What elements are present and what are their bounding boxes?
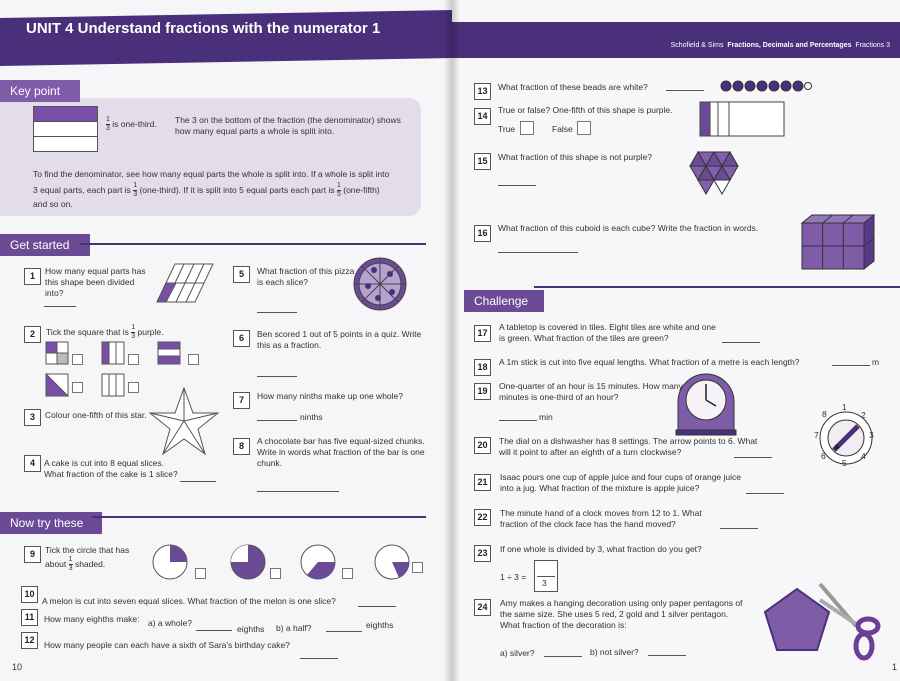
section-rule bbox=[92, 516, 426, 518]
q9-checkbox[interactable] bbox=[270, 568, 281, 579]
star-shape[interactable] bbox=[148, 386, 220, 456]
q6-text: Ben scored 1 out of 5 points in a quiz. Write this as a fraction. bbox=[257, 329, 422, 350]
q21-answer-line[interactable] bbox=[746, 493, 784, 494]
fraction-one-third: $\frac{1}{3}$ bbox=[68, 556, 73, 572]
pizza-icon bbox=[352, 256, 408, 312]
scissors-icon bbox=[816, 580, 886, 664]
q15-text: What fraction of this shape is not purple? bbox=[498, 152, 653, 162]
one-third-rectangle bbox=[33, 106, 98, 152]
question-number: 16 bbox=[474, 225, 491, 242]
q7-answer-line[interactable] bbox=[257, 420, 297, 421]
question-number: 7 bbox=[233, 392, 250, 409]
q19-unit: min bbox=[539, 412, 553, 422]
triangle-parallelogram-shape bbox=[684, 150, 774, 200]
q19-text: One-quarter of an hour is 15 minutes. How many minutes is one-third of an hour? bbox=[499, 381, 683, 402]
q8-text: A chocolate bar has five equal-sized chunks. Write in words what fraction of the bar is one chunk. bbox=[257, 436, 425, 468]
question-number: 9 bbox=[24, 546, 41, 563]
question-number: 2 bbox=[24, 326, 41, 343]
question-number: 18 bbox=[474, 359, 491, 376]
question-number: 14 bbox=[474, 108, 491, 125]
q11a-label: a) a whole? bbox=[148, 618, 192, 628]
q11a-answer-line[interactable] bbox=[196, 630, 232, 631]
key-point-line3: and so on. bbox=[33, 199, 73, 209]
cuboid-shape bbox=[800, 213, 876, 271]
page-number: 1 bbox=[892, 662, 898, 672]
dial-label: 1 bbox=[842, 402, 847, 412]
q14-false-label: False bbox=[552, 124, 573, 134]
q9-circle-options bbox=[152, 542, 428, 582]
unit-banner bbox=[0, 10, 452, 66]
q14-false-box[interactable] bbox=[577, 121, 591, 135]
question-number: 19 bbox=[474, 383, 491, 400]
q23-fraction-box[interactable]: 3 bbox=[534, 560, 558, 592]
series-banner bbox=[452, 22, 900, 58]
q13-text: What fraction of these beads are white? bbox=[498, 82, 648, 92]
q21-text: Isaac pours one cup of apple juice and four cups of orange juice into a jug. What fraction of the mixture is apple juice? bbox=[500, 472, 741, 493]
q11b-answer-line[interactable] bbox=[326, 631, 362, 632]
q8-answer-line[interactable] bbox=[257, 491, 339, 492]
parallelogram-grid-shape bbox=[155, 262, 215, 304]
question-number: 22 bbox=[474, 509, 491, 526]
q3-text: Colour one-fifth of this star. bbox=[45, 410, 147, 420]
q11b-label: b) a half? bbox=[276, 623, 312, 633]
q22-answer-line[interactable] bbox=[720, 528, 758, 529]
q19-answer-line[interactable] bbox=[499, 420, 537, 421]
key-point-line2: 3 equal parts, each part is $\frac{1}{3}$ (one-third). If it is split into 5 equal parts each part is $\frac{1}{5}$ (one-fifth) bbox=[33, 182, 380, 198]
q18-text: A 1m stick is cut into five equal lengths. What fraction of a metre is each length? bbox=[499, 357, 800, 367]
q16-answer-line[interactable] bbox=[498, 252, 578, 253]
question-number: 20 bbox=[474, 437, 491, 454]
question-number: 12 bbox=[21, 632, 38, 649]
dial-label: 8 bbox=[822, 409, 827, 419]
q1-text: How many equal parts has this shape been divided into? bbox=[45, 266, 146, 298]
dial-label: 4 bbox=[861, 451, 866, 461]
denominator-note: The 3 on the bottom of the fraction (the denominator) shows how many equal parts a whole is split into. bbox=[175, 115, 401, 136]
q12-answer-line[interactable] bbox=[300, 658, 338, 659]
q4-answer-line[interactable] bbox=[180, 481, 216, 482]
q11b-unit: eighths bbox=[366, 620, 394, 630]
q4-text: A cake is cut into 8 equal slices. What fraction of the cake is 1 slice? bbox=[44, 458, 178, 479]
key-point-line1: To find the denominator, see how many equal parts the whole is split into. If a whole is split into bbox=[33, 169, 390, 179]
section-rule bbox=[80, 243, 426, 245]
beads-row bbox=[720, 80, 812, 92]
dial-label: 5 bbox=[842, 458, 847, 468]
q24b-label: b) not silver? bbox=[590, 647, 639, 657]
q16-text: What fraction of this cuboid is each cube? Write the fraction in words. bbox=[498, 223, 759, 233]
q22-text: The minute hand of a clock moves from 12 to 1. What fraction of the clock face has the hand moved? bbox=[500, 508, 702, 529]
q10-answer-line[interactable] bbox=[358, 606, 396, 607]
q9-checkbox[interactable] bbox=[412, 562, 423, 573]
q10-text: A melon is cut into seven equal slices. What fraction of the melon is one slice? bbox=[42, 596, 336, 606]
q5-answer-line[interactable] bbox=[257, 312, 297, 313]
clock-icon bbox=[674, 370, 738, 436]
fraction-one-third: $\frac{1}{3}$ bbox=[133, 182, 138, 198]
now-try-these-header: Now try these bbox=[0, 512, 102, 534]
q9-text: Tick the circle that has about $\frac{1}{3}$ shaded. bbox=[45, 545, 130, 572]
question-number: 11 bbox=[21, 609, 38, 626]
q2-checkbox[interactable] bbox=[188, 354, 199, 365]
q24b-answer-line[interactable] bbox=[648, 655, 686, 656]
question-number: 17 bbox=[474, 325, 491, 342]
q14-text: True or false? One-fifth of this shape is purple. bbox=[498, 105, 673, 115]
dial-label: 6 bbox=[821, 451, 826, 461]
q11a-unit: eighths bbox=[237, 624, 265, 634]
dial-label: 7 bbox=[814, 430, 819, 440]
q23-text: If one whole is divided by 3, what fraction do you get? bbox=[500, 544, 702, 554]
q15-answer-line[interactable] bbox=[498, 185, 536, 186]
question-number: 21 bbox=[474, 474, 491, 491]
right-page bbox=[452, 0, 900, 681]
q13-answer-line[interactable] bbox=[666, 90, 704, 91]
q12-text: How many people can each have a sixth of Sara's birthday cake? bbox=[44, 640, 290, 650]
q9-checkbox[interactable] bbox=[342, 568, 353, 579]
question-number: 13 bbox=[474, 83, 491, 100]
q24a-answer-line[interactable] bbox=[544, 656, 582, 657]
q2-checkbox[interactable] bbox=[128, 354, 139, 365]
fraction-one-third: $\frac{1}{3}$ bbox=[106, 116, 110, 132]
get-started-header: Get started bbox=[0, 234, 90, 256]
q18-answer-line[interactable] bbox=[832, 365, 870, 366]
q11-text: How many eighths make: bbox=[44, 614, 140, 624]
q14-true-box[interactable] bbox=[520, 121, 534, 135]
section-rule bbox=[534, 286, 900, 288]
question-number: 15 bbox=[474, 153, 491, 170]
question-number: 24 bbox=[474, 599, 491, 616]
q5-text: What fraction of this pizza is each slice? bbox=[257, 266, 355, 287]
page-number: 10 bbox=[12, 662, 23, 672]
rectangle-fifths-shape bbox=[699, 101, 785, 137]
q2-checkbox[interactable] bbox=[72, 382, 83, 393]
question-number: 1 bbox=[24, 268, 41, 285]
q20-answer-line[interactable] bbox=[734, 457, 772, 458]
q2-checkbox[interactable] bbox=[72, 354, 83, 365]
q17-answer-line[interactable] bbox=[722, 342, 760, 343]
fraction-one-fifth: $\frac{1}{5}$ bbox=[336, 182, 341, 198]
challenge-header: Challenge bbox=[464, 290, 544, 312]
q2-text: Tick the square that is $\frac{1}{3}$ purple. bbox=[46, 324, 164, 340]
q18-unit: m bbox=[872, 357, 880, 367]
q14-true-label: True bbox=[498, 124, 516, 134]
q24-text: Amy makes a hanging decoration using only paper pentagons of the same size. She uses 5 red, 2 gold and 1 silver pentagon. What fraction of the decoration is: bbox=[500, 598, 743, 630]
question-number: 8 bbox=[233, 438, 250, 455]
question-number: 23 bbox=[474, 545, 491, 562]
dial-label: 2 bbox=[861, 410, 866, 420]
question-number: 5 bbox=[233, 266, 250, 283]
q1-answer-line[interactable] bbox=[44, 306, 76, 307]
question-number: 3 bbox=[24, 409, 41, 426]
q7-unit: ninths bbox=[300, 412, 323, 422]
q20-text: The dial on a dishwasher has 8 settings. The arrow points to 6. What will it point to after an eighth of a turn clockwise? bbox=[499, 436, 758, 457]
q9-checkbox[interactable] bbox=[195, 568, 206, 579]
q6-answer-line[interactable] bbox=[257, 376, 297, 377]
question-number: 6 bbox=[233, 330, 250, 347]
unit-title: UNIT 4 Understand fractions with the numerator 1 bbox=[26, 20, 381, 37]
dial-label: 3 bbox=[869, 430, 874, 440]
key-point-header: Key point bbox=[0, 80, 80, 102]
question-number: 4 bbox=[24, 455, 41, 472]
fraction-one-third: $\frac{1}{3}$ bbox=[131, 324, 136, 340]
one-third-label: $\frac{1}{3}$ is one-third. bbox=[106, 116, 157, 132]
q7-text: How many ninths make up one whole? bbox=[257, 391, 403, 401]
q23-equation: 1 ÷ 3 = bbox=[500, 572, 527, 582]
series-line: Schofield & Sims Fractions, Decimals and Percentages Fractions 3 bbox=[670, 42, 890, 49]
q17-text: A tabletop is covered in tiles. Eight tiles are white and one is green. What fraction of the tiles are green? bbox=[499, 322, 716, 343]
q2-checkbox[interactable] bbox=[128, 382, 139, 393]
question-number: 10 bbox=[21, 586, 38, 603]
q24a-label: a) silver? bbox=[500, 648, 535, 658]
